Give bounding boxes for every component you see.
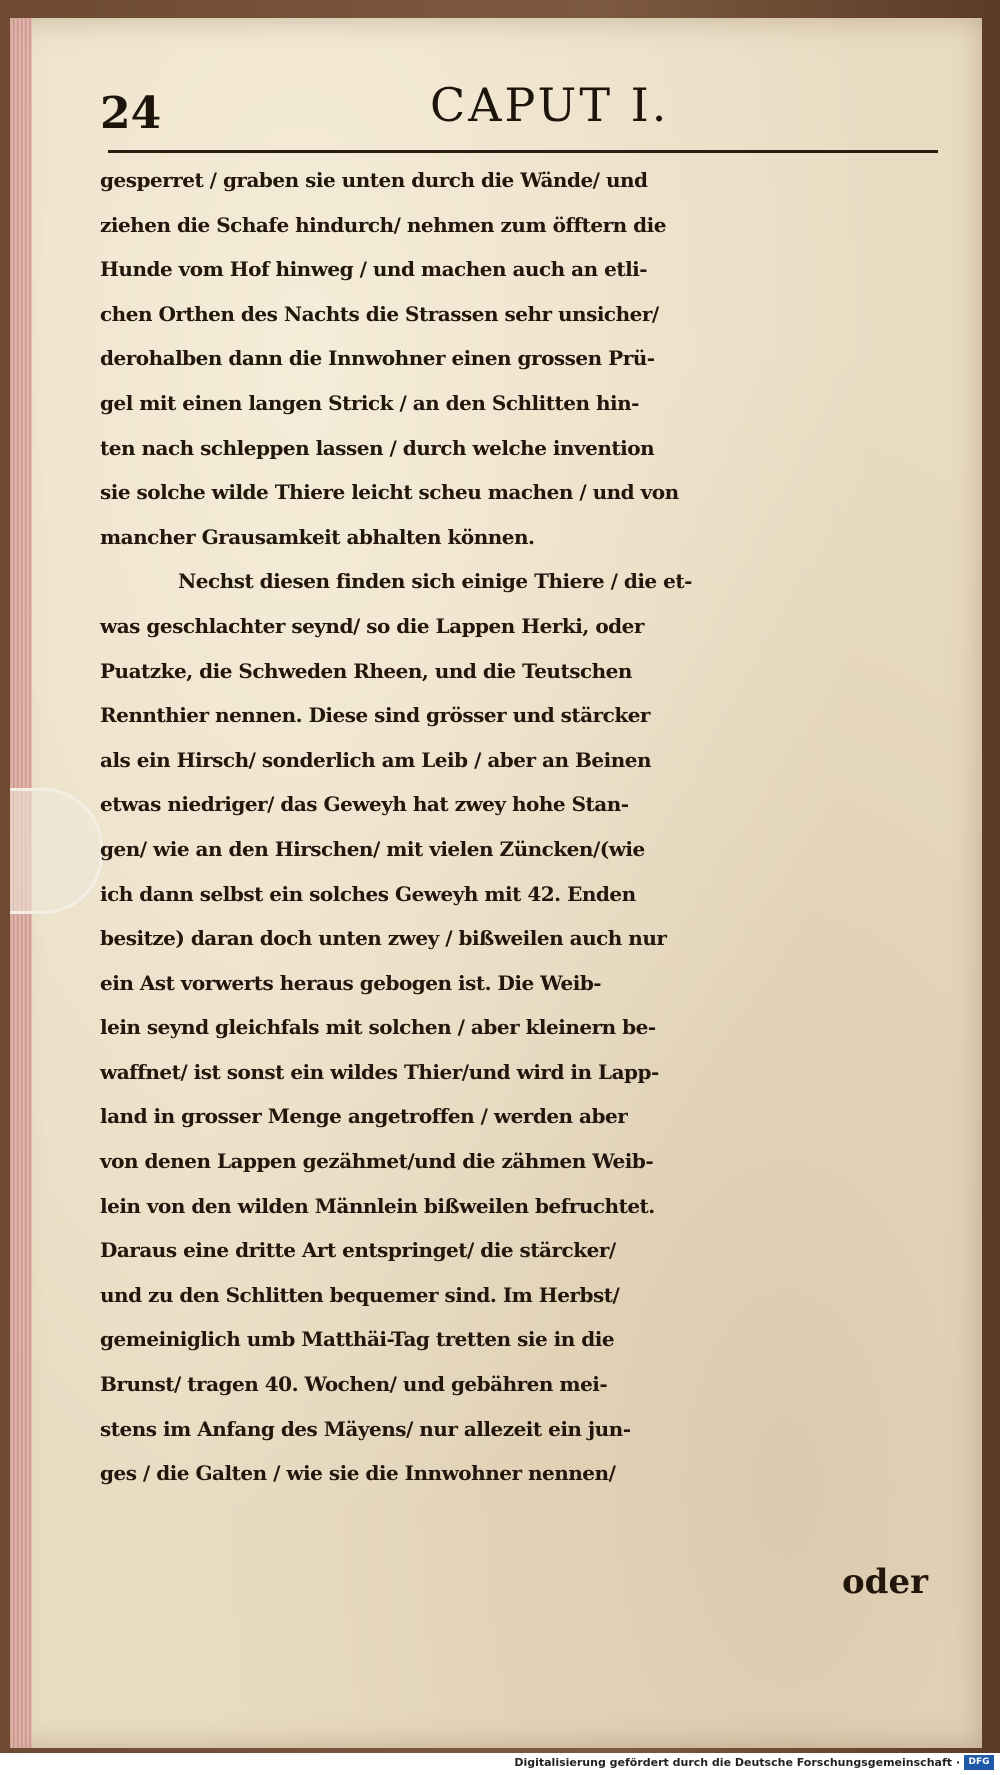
bookmark-tab bbox=[10, 788, 103, 914]
text-line: als ein Hirsch/ sonderlich am Leib / aber an Beinen bbox=[100, 747, 651, 772]
dfg-logo: DFG bbox=[964, 1755, 994, 1770]
text-line: mancher Grausamkeit abhalten können. bbox=[100, 524, 535, 549]
text-line: stens im Anfang des Mäyens/ nur allezeit ein jun- bbox=[100, 1416, 631, 1441]
text-line: Nechst diesen finden sich einige Thiere / die et- bbox=[178, 569, 692, 594]
text-line: ein Ast vorwerts heraus gebogen ist. Die Weib- bbox=[100, 970, 602, 995]
text-line: gesperret / graben sie unten durch die Wände/ und bbox=[100, 168, 648, 192]
text-line: was geschlachter seynd/ so die Lappen Herki, oder bbox=[100, 613, 644, 638]
page-header bbox=[100, 78, 940, 148]
body-text bbox=[100, 158, 960, 1496]
text-line: und zu den Schlitten bequemer sind. Im Herbst/ bbox=[100, 1282, 620, 1307]
header-rule bbox=[108, 150, 938, 153]
text-line: Hunde vom Hof hinweg / und machen auch an etli- bbox=[100, 257, 648, 282]
text-line: chen Orthen des Nachts die Strassen sehr unsicher/ bbox=[100, 301, 659, 326]
catchword: oder bbox=[842, 1562, 928, 1602]
text-line: lein seynd gleichfals mit solchen / aber kleinern be- bbox=[100, 1015, 656, 1040]
text-line: gen/ wie an den Hirschen/ mit vielen Züncken/(wie bbox=[100, 836, 645, 861]
text-line: Puatzke, die Schweden Rheen, und die Teutschen bbox=[100, 658, 632, 683]
text-line: gemeiniglich umb Matthäi-Tag tretten sie in die bbox=[100, 1327, 615, 1352]
running-head: CAPUT I. bbox=[430, 78, 670, 132]
footer-credit: Digitalisierung gefördert durch die Deutsche Forschungsgemeinschaft · bbox=[514, 1756, 960, 1769]
text-line: Rennthier nennen. Diese sind grösser und stärcker bbox=[100, 703, 650, 728]
text-line: besitze) daran doch unten zwey / bißweilen auch nur bbox=[100, 926, 667, 951]
page-number: 24 bbox=[100, 88, 162, 139]
text-line: land in grosser Menge angetroffen / werden aber bbox=[100, 1104, 628, 1129]
text-line: waffnet/ ist sonst ein wildes Thier/und wird in Lapp- bbox=[100, 1059, 659, 1084]
text-line: Daraus eine dritte Art entspringet/ die stärcker/ bbox=[100, 1238, 616, 1263]
text-line: etwas niedriger/ das Geweyh hat zwey hohe Stan- bbox=[100, 792, 629, 817]
text-line: gel mit einen langen Strick / an den Schlitten hin- bbox=[100, 390, 639, 415]
text-line: ich dann selbst ein solches Geweyh mit 42. Enden bbox=[100, 881, 636, 906]
text-line: sie solche wilde Thiere leicht scheu machen / und von bbox=[100, 480, 679, 505]
text-line: ten nach schleppen lassen / durch welche invention bbox=[100, 435, 655, 460]
text-line: ges / die Galten / wie sie die Innwohner nennen/ bbox=[100, 1461, 616, 1486]
text-line: ziehen die Schafe hindurch/ nehmen zum öfftern die bbox=[100, 212, 666, 237]
text-line: lein von den wilden Männlein bißweilen befruchtet. bbox=[100, 1193, 655, 1218]
text-line: von denen Lappen gezähmet/und die zähmen Weib- bbox=[100, 1149, 654, 1174]
text-line: derohalben dann die Innwohner einen grossen Prü- bbox=[100, 346, 655, 371]
text-line: Brunst/ tragen 40. Wochen/ und gebähren mei- bbox=[100, 1372, 608, 1397]
